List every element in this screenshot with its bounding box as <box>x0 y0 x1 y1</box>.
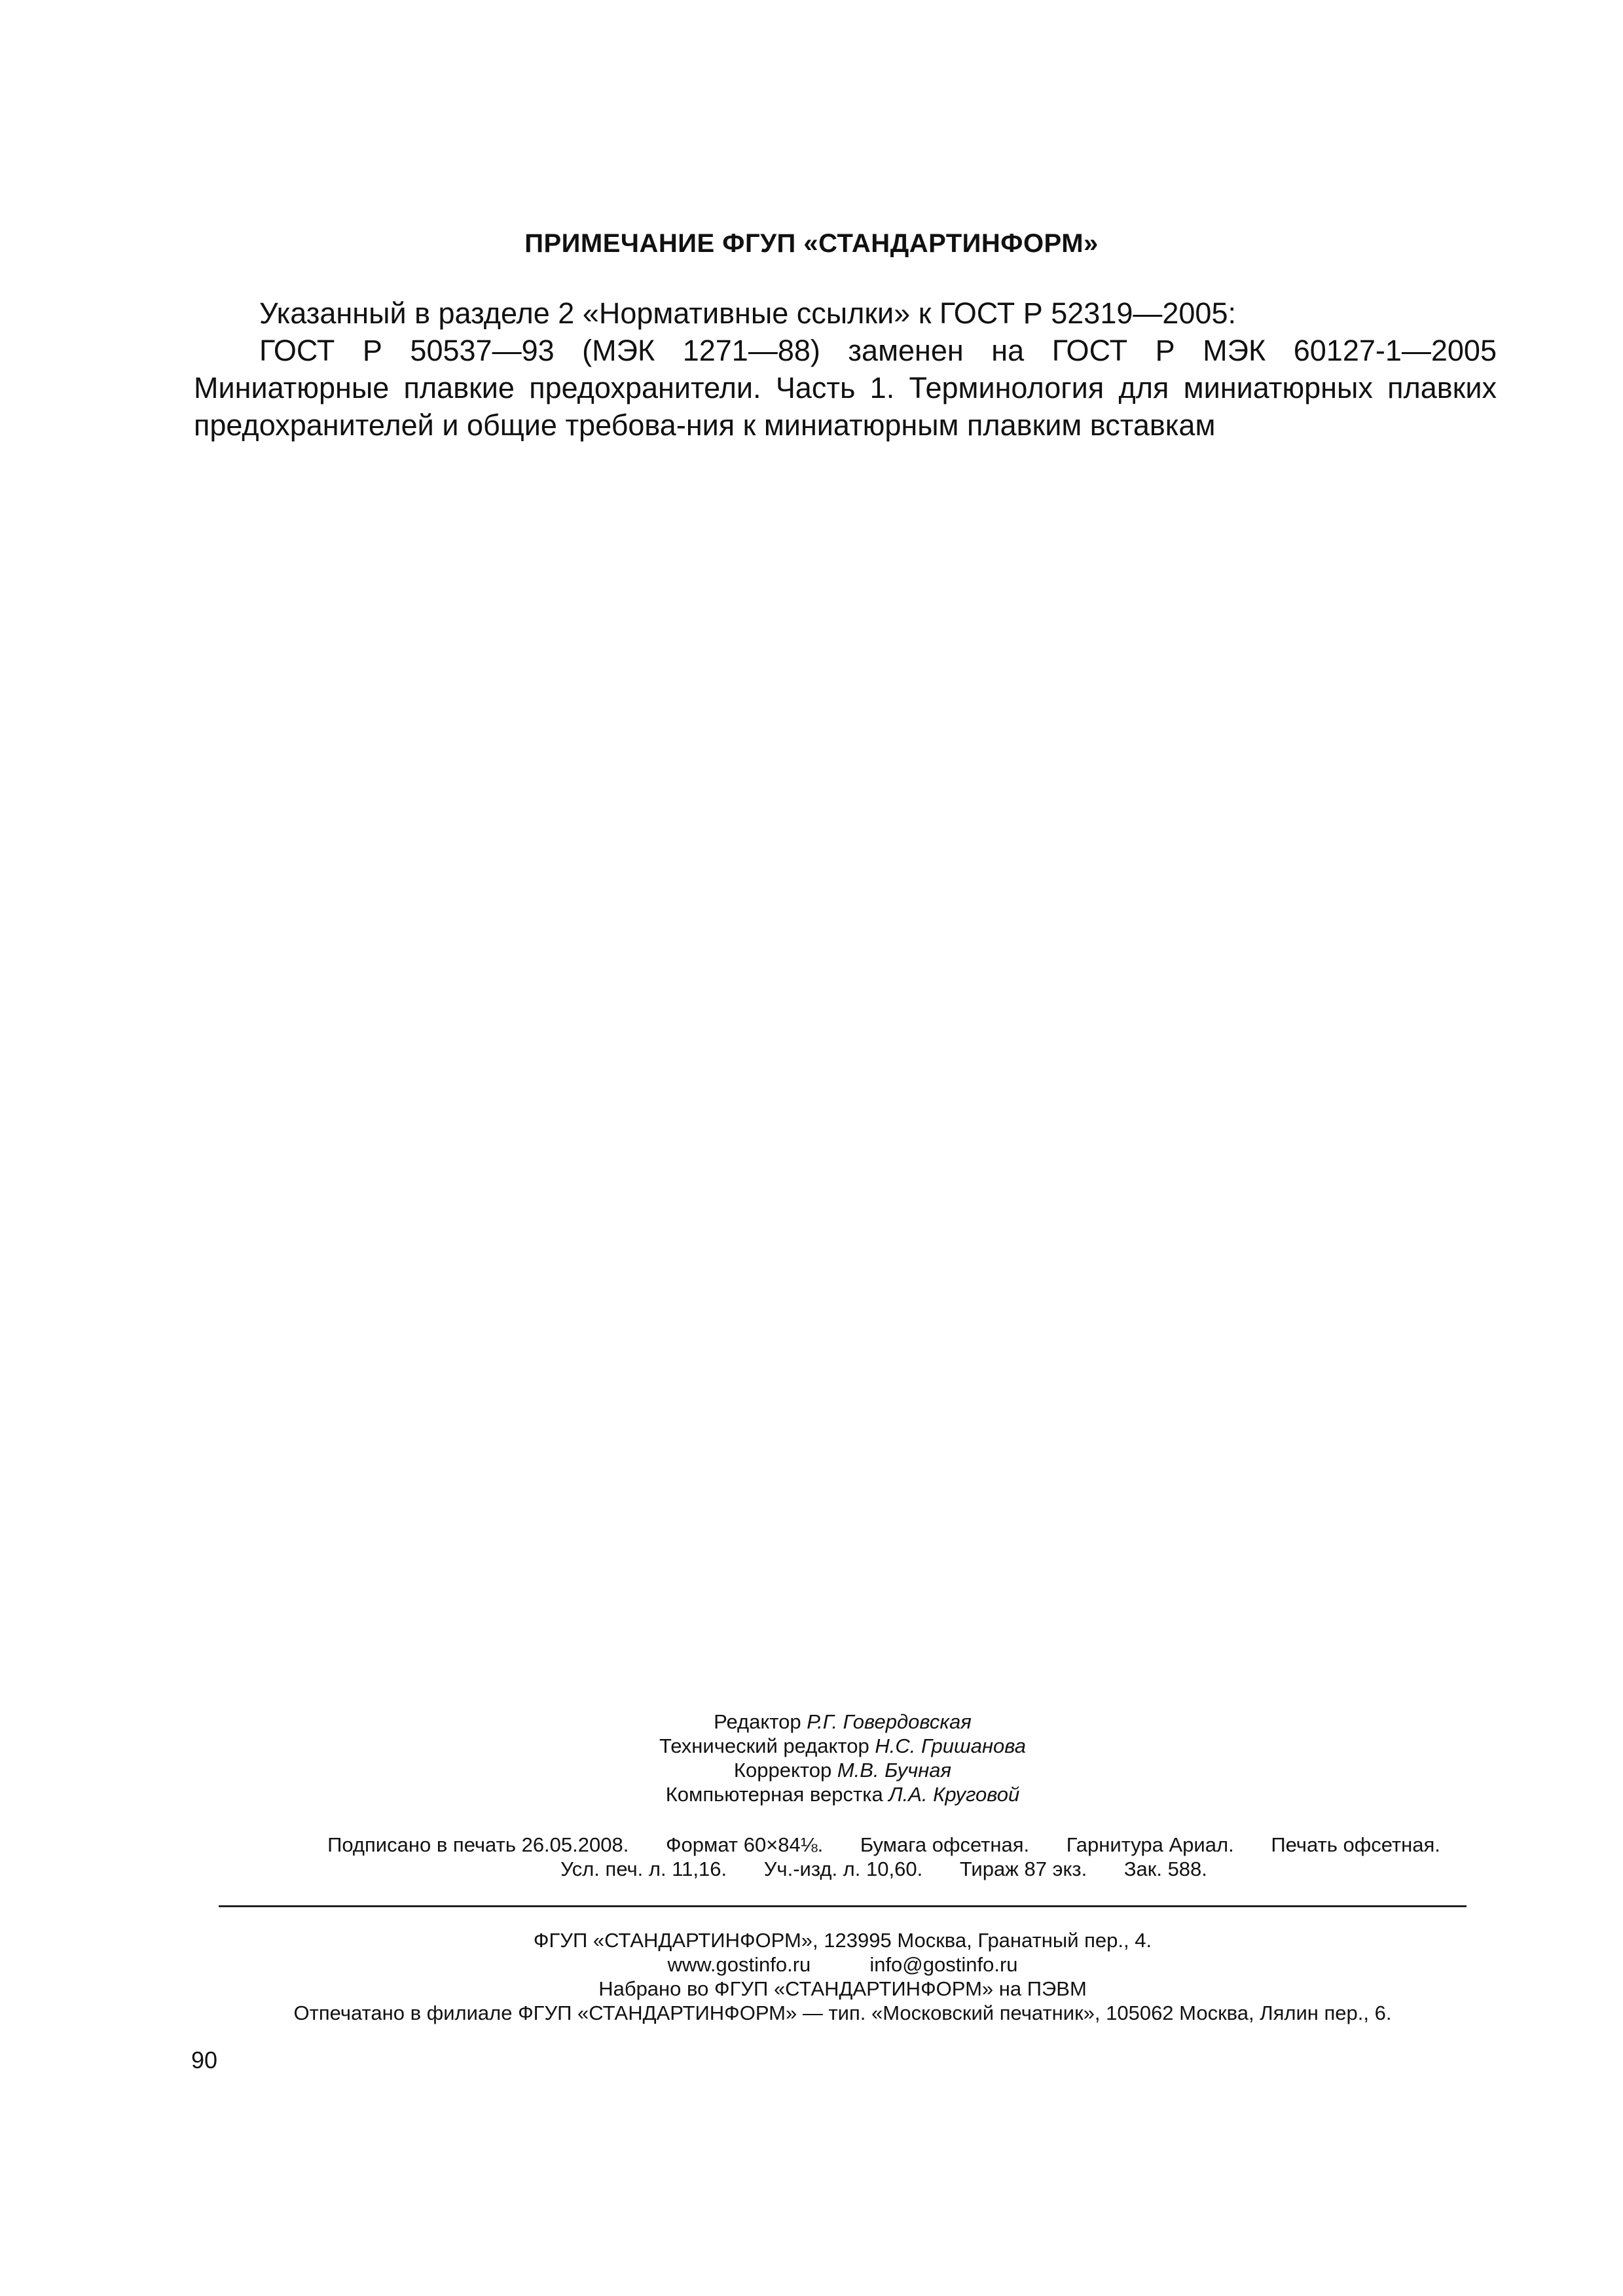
publisher-address: ФГУП «СТАНДАРТИНФОРМ», 123995 Москва, Гранатный пер., 4. <box>533 1929 1152 1952</box>
credit-role: Технический редактор <box>659 1734 869 1757</box>
credit-name: М.В. Бучная <box>837 1759 952 1782</box>
signed-date: Подписано в печать 26.05.2008. <box>327 1833 629 1856</box>
publisher-website-link[interactable]: www.gostinfo.ru <box>667 1953 811 1976</box>
credit-editor <box>0 1710 1623 1734</box>
usl-pech-info: Усл. печ. л. 11,16. <box>560 1857 727 1880</box>
uch-izd-info: Уч.-изд. л. 10,60. <box>763 1857 923 1880</box>
credit-tech-editor <box>0 1734 1623 1758</box>
divider-line <box>219 1905 1467 1907</box>
credit-proofreader <box>0 1758 1623 1782</box>
note-paragraph-reference: Указанный в разделе 2 «Нормативные ссылки» к ГОСТ Р 52319—2005: <box>259 296 1236 330</box>
page-title: ПРИМЕЧАНИЕ ФГУП «СТАНДАРТИНФОРМ» <box>524 229 1099 258</box>
typeface-info: Гарнитура Ариал. <box>1066 1833 1234 1856</box>
publisher-email-link[interactable]: info@gostinfo.ru <box>869 1953 1018 1976</box>
credits-block <box>0 1710 1623 1806</box>
format-info: Формат 60×84⅛. <box>665 1833 824 1856</box>
tirazh-info: Тираж 87 экз. <box>959 1857 1087 1880</box>
credit-name: Р.Г. Говердовская <box>807 1710 972 1733</box>
note-paragraph-replacement: ГОСТ Р 50537—93 (МЭК 1271—88) заменен на ГОСТ Р МЭК 60127-1—2005 Миниатюрные плавкие предохранители. Часть 1. Терминология для миниатюрных плавких предохранителей и общие требова-ния к миниатюрным плавким вставкам <box>194 334 1497 442</box>
publisher-block <box>0 1928 1623 2025</box>
credit-name: Л.А. Круговой <box>888 1783 1020 1806</box>
publisher-contacts <box>0 1952 1623 1977</box>
credit-role: Редактор <box>714 1710 801 1733</box>
publisher-printed: Отпечатано в филиале ФГУП «СТАНДАРТИНФОРМ» — тип. «Московский печатник», 105062 Москва, Лялин пер., 6. <box>293 2001 1392 2024</box>
order-info: Зак. 588. <box>1123 1857 1207 1880</box>
credit-role: Компьютерная верстка <box>665 1783 883 1806</box>
credit-role: Корректор <box>733 1759 832 1782</box>
credit-name: Н.С. Гришанова <box>875 1734 1026 1757</box>
printing-info: Печать офсетная. <box>1271 1833 1440 1856</box>
note-body <box>194 295 1497 444</box>
print-info-block <box>196 1833 1571 1881</box>
publisher-typeset: Набрано во ФГУП «СТАНДАРТИНФОРМ» на ПЭВМ <box>598 1977 1087 2000</box>
paper-info: Бумага офсетная. <box>860 1833 1030 1856</box>
print-info-row-1 <box>196 1833 1571 1857</box>
credit-layout <box>0 1782 1623 1806</box>
print-info-row-2 <box>196 1857 1571 1881</box>
page-number: 90 <box>191 2047 218 2073</box>
